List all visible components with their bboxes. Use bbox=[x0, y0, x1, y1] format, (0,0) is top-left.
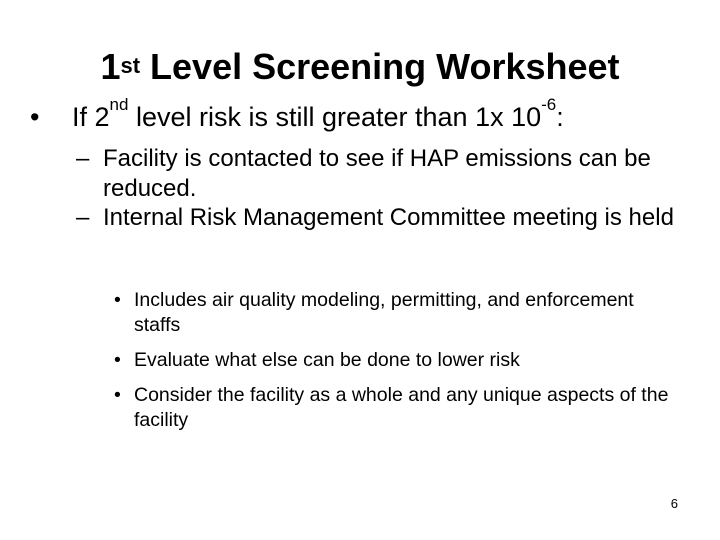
title-text: Level Screening Worksheet bbox=[140, 46, 620, 87]
sub-bullet-item bbox=[76, 144, 696, 203]
sub-bullet-item bbox=[76, 203, 696, 233]
sub-bullet-list bbox=[76, 144, 696, 233]
title-number: 1 bbox=[100, 46, 121, 87]
nested-bullet-item bbox=[114, 348, 674, 373]
dash-mark: – bbox=[76, 145, 90, 172]
bullet-prefix: If 2 bbox=[72, 102, 110, 132]
sub-bullet-text: Internal Risk Management Committee meeting is held bbox=[103, 204, 674, 231]
bullet-mark: • bbox=[30, 102, 40, 132]
bullet-superscript-exponent: -6 bbox=[541, 95, 557, 114]
nested-bullet-text: Consider the facility as a whole and any unique aspects of the facility bbox=[134, 384, 669, 431]
bullet-middle: level risk is still greater than 1x 10 bbox=[128, 102, 542, 132]
dot-mark: • bbox=[114, 384, 121, 406]
bullet-superscript-nd: nd bbox=[109, 95, 129, 114]
page-number: 6 bbox=[670, 496, 678, 511]
dot-mark: • bbox=[114, 349, 121, 371]
nested-bullet-list bbox=[114, 288, 674, 443]
nested-bullet-text: Evaluate what else can be done to lower risk bbox=[134, 349, 520, 371]
sub-bullet-text: Facility is contacted to see if HAP emissions can be reduced. bbox=[103, 145, 651, 202]
bullet-suffix: : bbox=[556, 102, 564, 132]
nested-bullet-text: Includes air quality modeling, permitting, and enforcement staffs bbox=[134, 289, 634, 336]
main-bullet-text bbox=[72, 95, 564, 134]
slide-title bbox=[0, 44, 720, 95]
dot-mark: • bbox=[114, 289, 121, 311]
nested-bullet-item bbox=[114, 383, 674, 433]
dash-mark: – bbox=[76, 204, 90, 231]
nested-bullet-item bbox=[114, 288, 674, 338]
title-superscript: st bbox=[120, 53, 141, 78]
